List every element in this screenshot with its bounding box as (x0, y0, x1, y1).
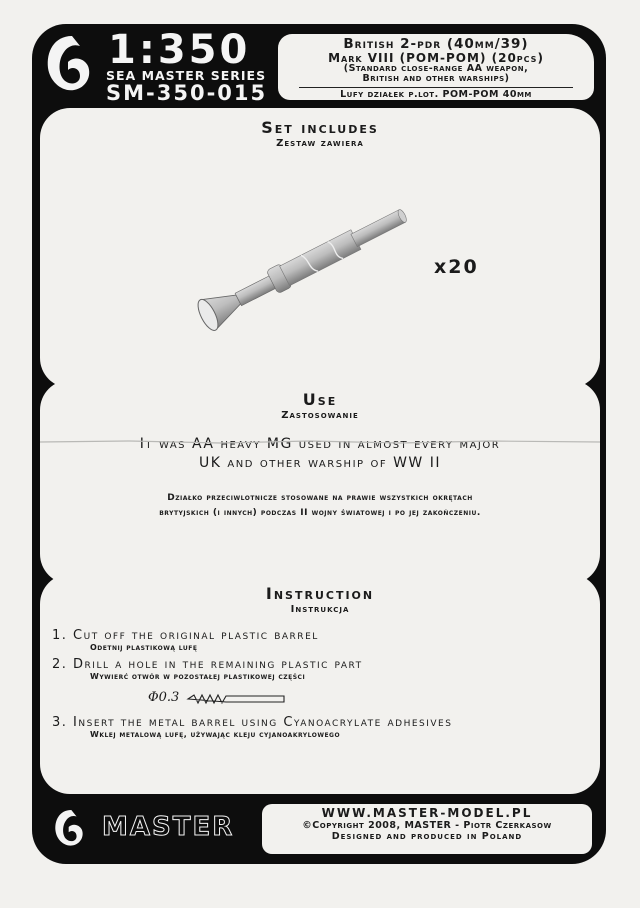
title-line-2: Mark VIII (POM-POM) (20pcs) (328, 51, 544, 65)
use-text-pl (40, 491, 600, 521)
drill-bit-icon (186, 692, 286, 706)
use-text-pl-line-1: Działko przeciwlotnicze stosowane na prawie wszystkich okrętach (167, 493, 473, 503)
step-3-polish: Wklej metalową lufę, używając kleju cyjanoakrylowego (90, 730, 341, 739)
step-3-text: 3. Insert the metal barrel using Cyanoacrylate adhesives (52, 715, 453, 730)
drill-size-label: Φ0.3 (148, 690, 180, 705)
instruction-steps (52, 628, 592, 744)
use-panel (40, 380, 600, 584)
instruction-step (52, 657, 592, 681)
title-line-3: (Standard close-range AA weapon, (343, 63, 529, 74)
instruction-step (52, 715, 592, 739)
title-divider (299, 87, 573, 88)
instruction-subtitle: Instrukcja (290, 604, 350, 615)
footer-logo-icon (46, 806, 94, 852)
scale-block (44, 27, 270, 105)
instruction-step (52, 628, 592, 652)
title-line-4: British and other warships) (362, 73, 510, 84)
use-text-pl-line-2: brytyjskich (i innych) podczas II wojny światowej i po jej zakończeniu. (159, 508, 481, 518)
step-1-text: 1. Cut off the original plastic barrel (52, 628, 319, 643)
set-includes-title: Set includes (261, 118, 379, 137)
use-text-en-line-2: UK and other warship of WW II (199, 455, 441, 471)
step-2-text: 2. Drill a hole in the remaining plastic part (52, 657, 363, 672)
brand-name: MASTER (102, 812, 235, 842)
paper-fold-line (40, 436, 600, 448)
copyright-text: ©Copyright 2008, MASTER - Piotr Czerkasow (302, 820, 552, 831)
designed-text: Designed and produced in Poland (331, 831, 523, 842)
use-subtitle: Zastosowanie (281, 410, 359, 421)
quantity-label: x20 (434, 256, 479, 278)
step-1-polish: Odetnij plastikową lufę (90, 643, 198, 652)
series-label: SEA MASTER SERIES (106, 68, 267, 83)
instruction-panel (40, 574, 600, 794)
set-includes-panel (40, 108, 600, 388)
use-title: Use (302, 390, 338, 409)
step-2-polish: Wywierć otwór w pozostałej plastikowej części (90, 672, 306, 681)
product-title-box (278, 34, 594, 100)
title-polish: Lufy działek p.lot. POM-POM 40mm (340, 89, 532, 100)
product-code: SM-350-015 (106, 81, 268, 105)
website-link[interactable]: WWW.MASTER-MODEL.PL (321, 806, 533, 820)
footer-brand (44, 804, 254, 854)
footer-info-box (262, 804, 592, 854)
scale-label: 1:350 (108, 27, 251, 73)
instruction-title: Instruction (265, 584, 375, 603)
title-line-1: British 2-pdr (40mm/39) (343, 36, 529, 52)
metal-barrel-icon (186, 180, 426, 350)
use-text-en-line-1: It was AA heavy MG used in almost every major (139, 436, 501, 452)
set-includes-subtitle: Zestaw zawiera (276, 138, 364, 149)
